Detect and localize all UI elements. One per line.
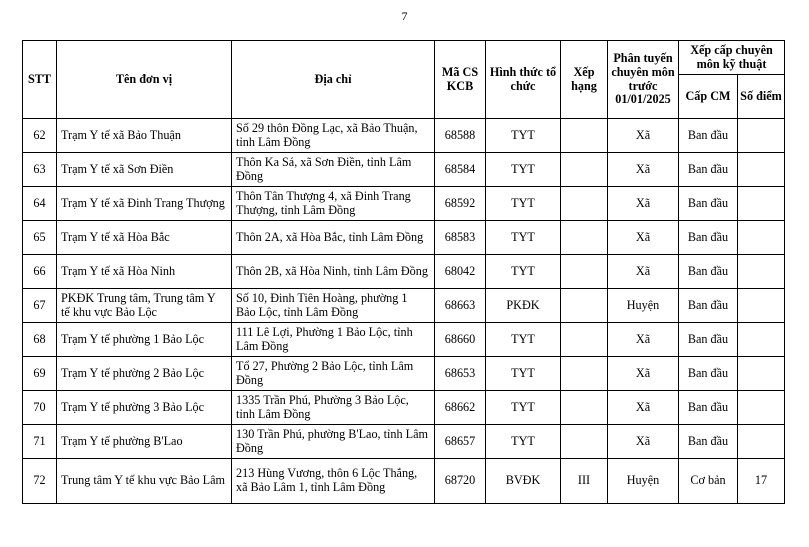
row-score [738, 187, 785, 221]
header-rank: Xếp hạng [561, 41, 608, 119]
row-facility-code: 68663 [435, 289, 486, 323]
table-row [23, 323, 785, 357]
row-professional-tier: Huyện [608, 459, 679, 504]
row-rank [561, 119, 608, 153]
row-rank [561, 187, 608, 221]
row-rank [561, 289, 608, 323]
row-unit-name: Trạm Y tế xã Bảo Thuận [57, 119, 232, 153]
row-address: Thôn Ka Sá, xã Sơn Điền, tỉnh Lâm Đồng [232, 153, 435, 187]
row-unit-name: Trạm Y tế phường 2 Bảo Lộc [57, 357, 232, 391]
row-stt: 64 [23, 187, 57, 221]
header-address: Địa chỉ [232, 41, 435, 119]
row-stt: 71 [23, 425, 57, 459]
row-organization-form: PKĐK [486, 289, 561, 323]
row-stt: 65 [23, 221, 57, 255]
row-cap-cm: Ban đầu [679, 221, 738, 255]
row-rank [561, 153, 608, 187]
table-row [23, 153, 785, 187]
row-score [738, 391, 785, 425]
page-number: 7 [401, 9, 408, 23]
row-organization-form: TYT [486, 391, 561, 425]
row-score [738, 425, 785, 459]
header-score: Số điểm [738, 75, 785, 119]
row-score [738, 119, 785, 153]
row-address: Tổ 27, Phường 2 Bảo Lộc, tỉnh Lâm Đồng [232, 357, 435, 391]
table-row [23, 425, 785, 459]
row-stt: 70 [23, 391, 57, 425]
row-score [738, 255, 785, 289]
row-score: 17 [738, 459, 785, 504]
row-cap-cm: Ban đầu [679, 153, 738, 187]
header-unit-name: Tên đơn vị [57, 41, 232, 119]
row-organization-form: TYT [486, 153, 561, 187]
row-organization-form: TYT [486, 221, 561, 255]
row-address: Thôn 2B, xã Hòa Ninh, tỉnh Lâm Đồng [232, 255, 435, 289]
header-stt: STT [23, 41, 57, 119]
row-cap-cm: Ban đầu [679, 187, 738, 221]
table-row [23, 289, 785, 323]
row-facility-code: 68584 [435, 153, 486, 187]
row-address: Số 10, Đinh Tiên Hoàng, phường 1 Bảo Lộc, tỉnh Lâm Đồng [232, 289, 435, 323]
row-organization-form: TYT [486, 255, 561, 289]
row-rank [561, 425, 608, 459]
row-stt: 67 [23, 289, 57, 323]
table-row [23, 255, 785, 289]
table-row [23, 459, 785, 504]
row-score [738, 289, 785, 323]
row-facility-code: 68662 [435, 391, 486, 425]
row-unit-name: PKĐK Trung tâm, Trung tâm Y tế khu vực Bảo Lộc [57, 289, 232, 323]
row-professional-tier: Xã [608, 153, 679, 187]
row-stt: 63 [23, 153, 57, 187]
row-cap-cm: Ban đầu [679, 425, 738, 459]
row-professional-tier: Xã [608, 255, 679, 289]
row-rank [561, 391, 608, 425]
row-unit-name: Trạm Y tế xã Hòa Ninh [57, 255, 232, 289]
row-cap-cm: Ban đầu [679, 323, 738, 357]
row-unit-name: Trạm Y tế xã Sơn Điền [57, 153, 232, 187]
row-organization-form: TYT [486, 119, 561, 153]
header-professional-tier: Phân tuyến chuyên môn trước 01/01/2025 [608, 41, 679, 119]
row-professional-tier: Xã [608, 187, 679, 221]
row-score [738, 221, 785, 255]
row-address: Thôn 2A, xã Hòa Bắc, tỉnh Lâm Đồng [232, 221, 435, 255]
row-stt: 69 [23, 357, 57, 391]
row-score [738, 357, 785, 391]
row-address: Số 29 thôn Đồng Lạc, xã Bảo Thuận, tỉnh Lâm Đồng [232, 119, 435, 153]
row-facility-code: 68042 [435, 255, 486, 289]
table-body [23, 119, 785, 504]
table-row [23, 187, 785, 221]
row-organization-form: TYT [486, 425, 561, 459]
row-cap-cm: Ban đầu [679, 119, 738, 153]
row-stt: 72 [23, 459, 57, 504]
row-cap-cm: Ban đầu [679, 357, 738, 391]
row-address: Thôn Tân Thượng 4, xã Đinh Trang Thượng, tỉnh Lâm Đồng [232, 187, 435, 221]
row-unit-name: Trạm Y tế phường 3 Bảo Lộc [57, 391, 232, 425]
row-rank [561, 221, 608, 255]
row-facility-code: 68660 [435, 323, 486, 357]
row-unit-name: Trạm Y tế phường 1 Bảo Lộc [57, 323, 232, 357]
row-cap-cm: Ban đầu [679, 289, 738, 323]
row-rank: III [561, 459, 608, 504]
facility-table [22, 40, 785, 504]
row-cap-cm: Ban đầu [679, 391, 738, 425]
row-unit-name: Trạm Y tế xã Đinh Trang Thượng [57, 187, 232, 221]
row-address: 111 Lê Lợi, Phường 1 Bảo Lộc, tỉnh Lâm Đồng [232, 323, 435, 357]
table-row [23, 119, 785, 153]
header-organization-form: Hình thức tổ chức [486, 41, 561, 119]
row-facility-code: 68653 [435, 357, 486, 391]
row-address: 130 Trần Phú, phường B'Lao, tỉnh Lâm Đồng [232, 425, 435, 459]
row-address: 1335 Trần Phú, Phường 3 Bảo Lộc, tỉnh Lâm Đồng [232, 391, 435, 425]
row-facility-code: 68583 [435, 221, 486, 255]
row-facility-code: 68720 [435, 459, 486, 504]
header-cap-cm: Cấp CM [679, 75, 738, 119]
row-professional-tier: Xã [608, 221, 679, 255]
row-stt: 62 [23, 119, 57, 153]
row-facility-code: 68657 [435, 425, 486, 459]
row-professional-tier: Xã [608, 119, 679, 153]
row-cap-cm: Cơ bản [679, 459, 738, 504]
table-row [23, 357, 785, 391]
row-organization-form: TYT [486, 323, 561, 357]
header-facility-code: Mã CS KCB [435, 41, 486, 119]
row-facility-code: 68588 [435, 119, 486, 153]
row-professional-tier: Huyện [608, 289, 679, 323]
row-unit-name: Trạm Y tế xã Hòa Bắc [57, 221, 232, 255]
row-cap-cm: Ban đầu [679, 255, 738, 289]
row-professional-tier: Xã [608, 425, 679, 459]
row-organization-form: BVĐK [486, 459, 561, 504]
row-professional-tier: Xã [608, 357, 679, 391]
row-facility-code: 68592 [435, 187, 486, 221]
row-organization-form: TYT [486, 187, 561, 221]
row-rank [561, 357, 608, 391]
table-row [23, 221, 785, 255]
row-score [738, 323, 785, 357]
row-unit-name: Trung tâm Y tế khu vực Bảo Lâm [57, 459, 232, 504]
row-organization-form: TYT [486, 357, 561, 391]
row-stt: 66 [23, 255, 57, 289]
row-address: 213 Hùng Vương, thôn 6 Lộc Thắng, xã Bảo Lâm 1, tỉnh Lâm Đồng [232, 459, 435, 504]
row-rank [561, 323, 608, 357]
table-row [23, 391, 785, 425]
row-score [738, 153, 785, 187]
row-stt: 68 [23, 323, 57, 357]
header-technical-level: Xếp cấp chuyên môn kỹ thuật [679, 41, 785, 75]
row-rank [561, 255, 608, 289]
row-unit-name: Trạm Y tế phường B'Lao [57, 425, 232, 459]
row-professional-tier: Xã [608, 323, 679, 357]
row-professional-tier: Xã [608, 391, 679, 425]
